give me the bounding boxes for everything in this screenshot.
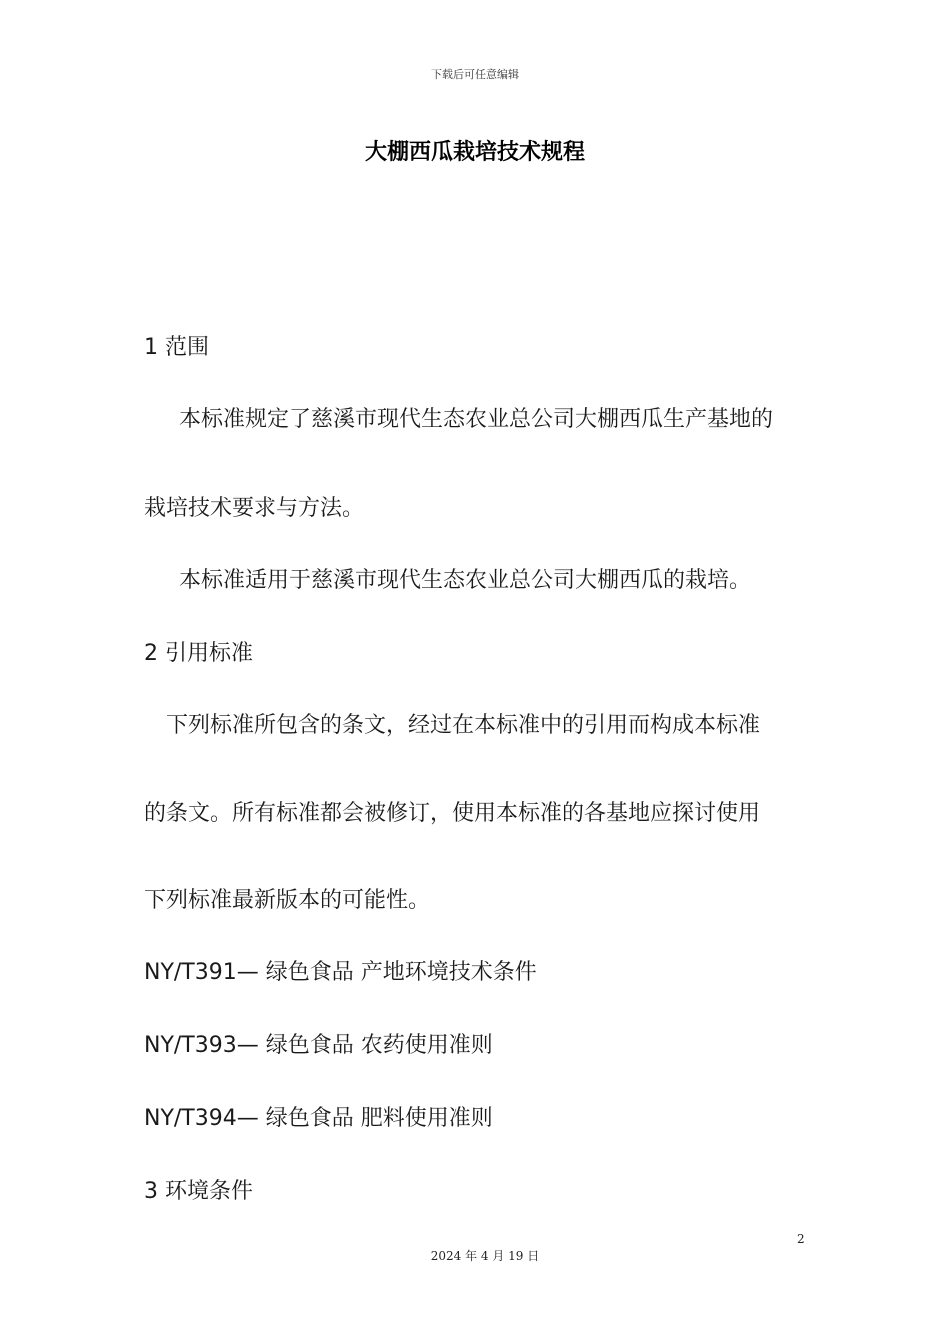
section-2-heading: 2 引用标准 bbox=[144, 641, 253, 666]
section-1-paragraph-1-line-1: 本标准规定了慈溪市现代生态农业总公司大棚西瓜生产基地的 bbox=[179, 407, 774, 432]
section-1-paragraph-1-line-2: 栽培技术要求与方法。 bbox=[144, 496, 365, 521]
section-1-paragraph-2: 本标准适用于慈溪市现代生态农业总公司大棚西瓜的栽培。 bbox=[179, 568, 752, 593]
header-note: 下载后可任意编辑 bbox=[431, 68, 519, 81]
section-2-paragraph-line-2: 的条文。所有标准都会被修订，使用本标准的各基地应探讨使用 bbox=[144, 801, 761, 826]
section-2-paragraph-line-3: 下列标准最新版本的可能性。 bbox=[144, 888, 431, 913]
reference-ny-t391: NY/T391— 绿色食品 产地环境技术条件 bbox=[144, 960, 537, 985]
section-2-paragraph-line-1: 下列标准所包含的条文，经过在本标准中的引用而构成本标准 bbox=[166, 713, 761, 738]
section-3-heading: 3 环境条件 bbox=[144, 1179, 253, 1204]
footer-date: 2024 年 4 月 19 日 bbox=[430, 1249, 540, 1263]
reference-ny-t393: NY/T393— 绿色食品 农药使用准则 bbox=[144, 1033, 493, 1058]
page-number: 2 bbox=[797, 1232, 805, 1246]
document-title: 大棚西瓜栽培技术规程 bbox=[364, 140, 585, 165]
reference-ny-t394: NY/T394— 绿色食品 肥料使用准则 bbox=[144, 1106, 493, 1131]
section-1-heading: 1 范围 bbox=[144, 335, 209, 360]
